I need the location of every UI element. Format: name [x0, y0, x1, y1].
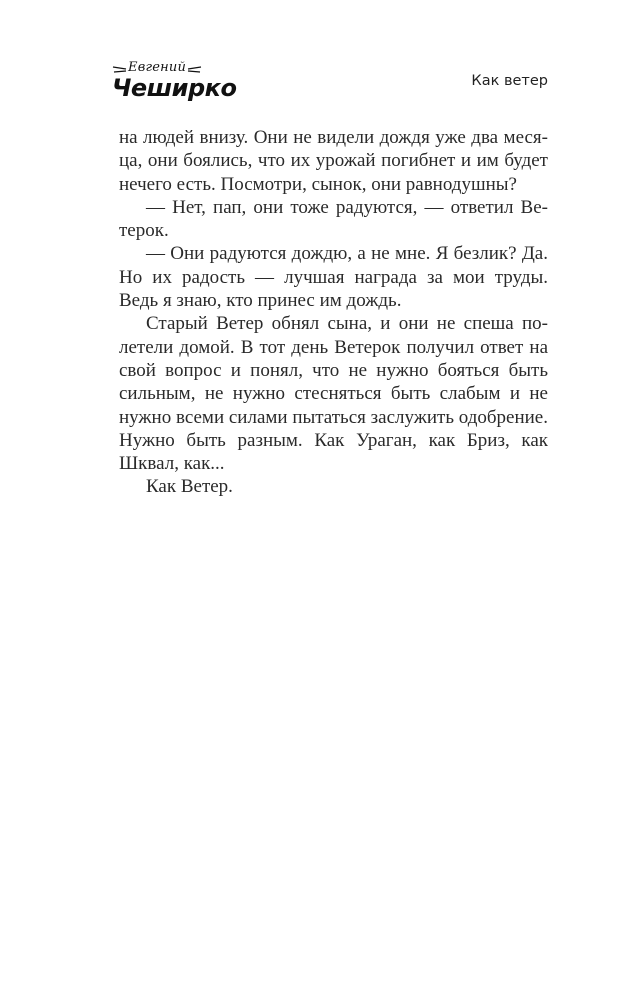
paragraph: — Нет, пап, они тоже радуются, — ответил Ветерок. — [119, 196, 548, 242]
paragraph-continued: на людей внизу. Они не видели дождя уже два месяца, они боялись, что их урожай погибнет и им будет нечего есть. Посмотри, сынок, они равнодушны? — [119, 127, 548, 195]
paragraph: Как Ветер. — [146, 476, 233, 498]
author-logo — [112, 60, 237, 108]
author-first-name: Евгений — [128, 60, 187, 75]
body-text — [119, 126, 548, 499]
author-last-name: Чеширко — [112, 74, 237, 102]
paragraph: Старый Ветер обнял сына, и они не спеша полетели домой. В тот день Ветерок получил ответ на свой вопрос и понял, что не нужно бояться быть сильным, не нужно стесняться быть слабым и не нужно всеми силами пытаться заслужить одобрение. Нужно быть разным. Как Ураган, как Бриз, как Шквал, как... — [119, 313, 548, 475]
running-head-title: Как ветер — [471, 73, 548, 89]
paragraph: — Они радуются дождю, а не мне. Я безлик? Да. Но их радость — лучшая награда за мои труды. Ведь я знаю, кто принес им дождь. — [119, 243, 548, 312]
